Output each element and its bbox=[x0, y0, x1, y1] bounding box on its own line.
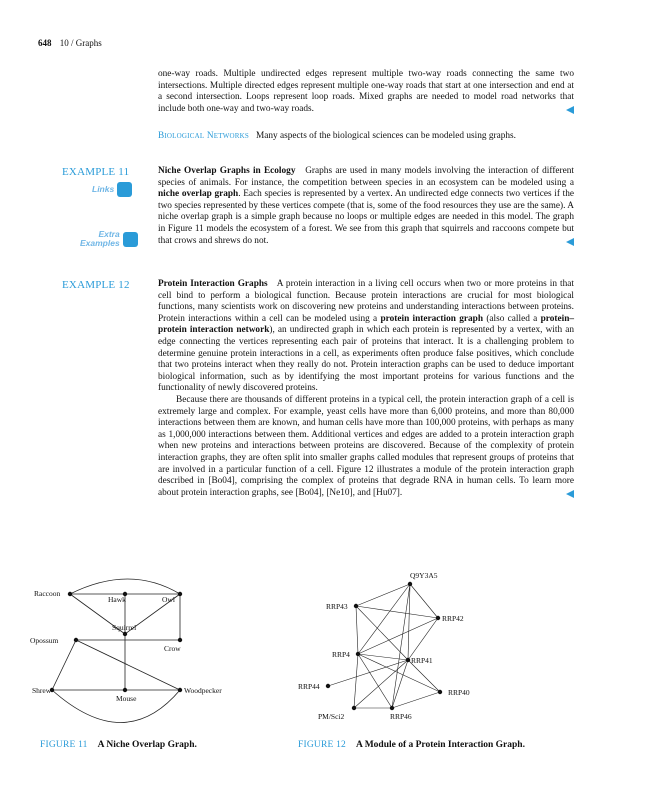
node-rrp40 bbox=[438, 690, 442, 694]
label-raccoon: Raccoon bbox=[34, 589, 61, 598]
label-q9y3a5: Q9Y3A5 bbox=[410, 571, 438, 580]
edge-opossum-shrew bbox=[52, 640, 76, 690]
node-rrp42 bbox=[436, 616, 440, 620]
label-rrp44: RRP44 bbox=[298, 682, 320, 691]
links-badge[interactable] bbox=[92, 182, 132, 197]
node-rrp44 bbox=[326, 684, 330, 688]
example-11-label: EXAMPLE 11 bbox=[62, 166, 130, 178]
bio-networks-paragraph bbox=[158, 131, 574, 143]
section-heading: Biological Networks bbox=[158, 131, 249, 141]
example-12-label: EXAMPLE 12 bbox=[62, 279, 130, 291]
term-protein-protein-network: protein–protein interaction network bbox=[158, 313, 575, 336]
term-niche-overlap-graph: niche overlap graph bbox=[158, 189, 239, 200]
label-mouse: Mouse bbox=[116, 694, 137, 703]
label-rrp4: RRP4 bbox=[332, 650, 350, 659]
label-rrp41: RRP41 bbox=[411, 656, 433, 665]
intro-paragraph bbox=[158, 69, 574, 115]
label-crow: Crow bbox=[164, 644, 181, 653]
label-rrp40: RRP40 bbox=[448, 688, 470, 697]
node-pmsci2 bbox=[352, 706, 356, 710]
figure-11-label: FIGURE 11 bbox=[40, 740, 88, 750]
edge-rrp43-rrp42 bbox=[356, 606, 438, 618]
intro-text: one-way roads. Multiple undirected edges represent multiple two-way roads connecting the same two intersections. Multiple directed edges represent multiple one-way roads that start at one intersection and end at a second intersection. Loops represent loop roads. Mixed graphs are needed to model road networks that include both one-way and two-way roads. bbox=[158, 69, 574, 114]
edge-rrp4-pmsci2 bbox=[354, 654, 358, 708]
bio-text: Many aspects of the biological sciences can be modeled using graphs. bbox=[255, 131, 516, 141]
label-rrp46: RRP46 bbox=[390, 712, 412, 721]
edge-q9y3a5-rrp42 bbox=[410, 584, 438, 618]
example-12-title: Protein Interaction Graphs bbox=[158, 279, 268, 289]
label-rrp42: RRP42 bbox=[442, 614, 464, 623]
example-11-title: Niche Overlap Graphs in Ecology bbox=[158, 166, 296, 176]
node-rrp4 bbox=[356, 652, 360, 656]
running-title: 10 / Graphs bbox=[59, 38, 102, 48]
label-hawk: Hawk bbox=[108, 595, 126, 604]
end-of-example-marker bbox=[566, 490, 574, 498]
term-protein-interaction-graph: protein interaction graph bbox=[380, 313, 483, 324]
link-icon bbox=[117, 182, 132, 197]
end-of-example-marker bbox=[566, 106, 574, 114]
label-woodpecker: Woodpecker bbox=[184, 686, 222, 695]
edge-rrp43-rrp41 bbox=[356, 606, 408, 660]
figure-12-label: FIGURE 12 bbox=[298, 740, 346, 750]
label-opossum: Opossum bbox=[30, 636, 59, 645]
figure-12-caption: FIGURE 12 A Module of a Protein Interaction Graph. bbox=[298, 740, 525, 750]
node-woodpecker bbox=[178, 688, 182, 692]
edge-rrp42-rrp41 bbox=[408, 618, 438, 660]
figure-11-graph bbox=[30, 570, 260, 730]
node-owl bbox=[178, 592, 182, 596]
node-raccoon bbox=[68, 592, 72, 596]
edge-rrp4-rrp41 bbox=[358, 654, 408, 660]
label-rrp43: RRP43 bbox=[326, 602, 348, 611]
node-opossum bbox=[74, 638, 78, 642]
extra-examples-icon bbox=[123, 232, 138, 247]
extra-examples-label: Extra Examples bbox=[80, 229, 120, 248]
node-rrp43 bbox=[354, 604, 358, 608]
example-12-body: Protein Interaction Graphs A protein interaction in a living cell occurs when two or more proteins in that cell bind to perform a biological function. Because protein interactions are crucial for most biological functions, many scientists work on discovering new proteins and understanding interactions between proteins. Protein interactions within a cell can be modeled using a protein interaction graph (also called a protein–protein interaction network), an undirected graph in which each protein is represented by a vertex, with an edge connecting the vertices representing each pair of proteins that interact. It is a challenging problem to determine genuine protein interactions in a cell, as experiments often produce false positives, which conclude that two proteins interact when they really do not. Protein interaction graphs can be used to deduce important biological information, such as by identifying the most important proteins for various functions and the functionality of newly discovered proteins. Because there are thousands of different proteins in a typical cell, the protein interaction graph of a cell is extremely large and complex. For example, yeast cells have more than 6,000 proteins, and more than 80,000 interactions between them are known, and human cells have more than 100,000 proteins, with perhaps as many as 1,000,000 interactions between them. Additional vertices and edges are added to a protein interaction graph when new proteins and interactions between proteins are discovered. Because of the complexity of protein interaction graphs, they are often split into smaller graphs called modules that represent groups of proteins that are involved in a particular function of a cell. Figure 12 illustrates a module of the protein interaction graph described in [Bo04], comprising the complex of proteins that degrade RNA in human cells. To learn more about protein interaction graphs, see [Bo04], [Ne10], and [Hu07]. bbox=[158, 279, 575, 498]
edge-rrp43-rrp4 bbox=[356, 606, 358, 654]
label-pmsci2: PM/Sci2 bbox=[318, 712, 345, 721]
edge-raccoon-owl bbox=[70, 579, 180, 594]
figure-12-graph bbox=[290, 566, 580, 726]
end-of-example-marker bbox=[566, 238, 574, 246]
node-rrp46 bbox=[390, 706, 394, 710]
node-mouse bbox=[123, 688, 127, 692]
figure-11-caption: FIGURE 11 A Niche Overlap Graph. bbox=[40, 740, 197, 750]
label-squirrel: Squirrel bbox=[112, 623, 137, 632]
page-number: 648 bbox=[38, 38, 52, 48]
label-shrew: Shrew bbox=[32, 686, 52, 695]
node-q9y3a5 bbox=[408, 582, 412, 586]
running-header bbox=[38, 38, 102, 48]
label-owl: Owl bbox=[162, 595, 175, 604]
links-label: Links bbox=[92, 184, 115, 194]
node-crow bbox=[178, 638, 182, 642]
example-11-body: Niche Overlap Graphs in Ecology Graphs are used in many models involving the interaction of different species of animals. For instance, the competition between species in an ecosystem can be modeled using a niche overlap graph. Each species is represented by a vertex. An undirected edge connects two vertices if the two species represented by these vertices compete (that is, some of the food resources they use are the same). A niche overlap graph is a simple graph because no loops or multiple edges are needed in this model. The graph in Figure 11 models the ecosystem of a forest. We see from this graph that squirrels and raccoons compete but that crows and shrews do not. bbox=[158, 166, 575, 246]
edge-rrp40-rrp46 bbox=[392, 692, 440, 708]
extra-examples-badge[interactable] bbox=[80, 230, 138, 248]
node-squirrel bbox=[123, 632, 127, 636]
edge-rrp42-rrp4 bbox=[358, 618, 438, 654]
node-rrp41 bbox=[406, 658, 410, 662]
example-12-para2: Because there are thousands of different proteins in a typical cell, the protein interaction graph of a cell is extremely large and complex. For example, yeast cells have more than 6,000 proteins, and more than 80,000 interactions between them are known, and human cells have more than 100,000 proteins, with perhaps as many as 1,000,000 interactions between them. Additional vertices and edges are added to a protein interaction graph when new proteins and interactions between proteins are discovered. Because of the complexity of protein interaction graphs, they are often split into smaller graphs called modules that represent groups of proteins that are involved in a particular function of a cell. Figure 12 illustrates a module of the protein interaction graph described in [Bo04], comprising the complex of proteins that degrade RNA in human cells. To learn more about protein interaction graphs, see [Bo04], [Ne10], and [Hu07]. bbox=[158, 394, 574, 498]
